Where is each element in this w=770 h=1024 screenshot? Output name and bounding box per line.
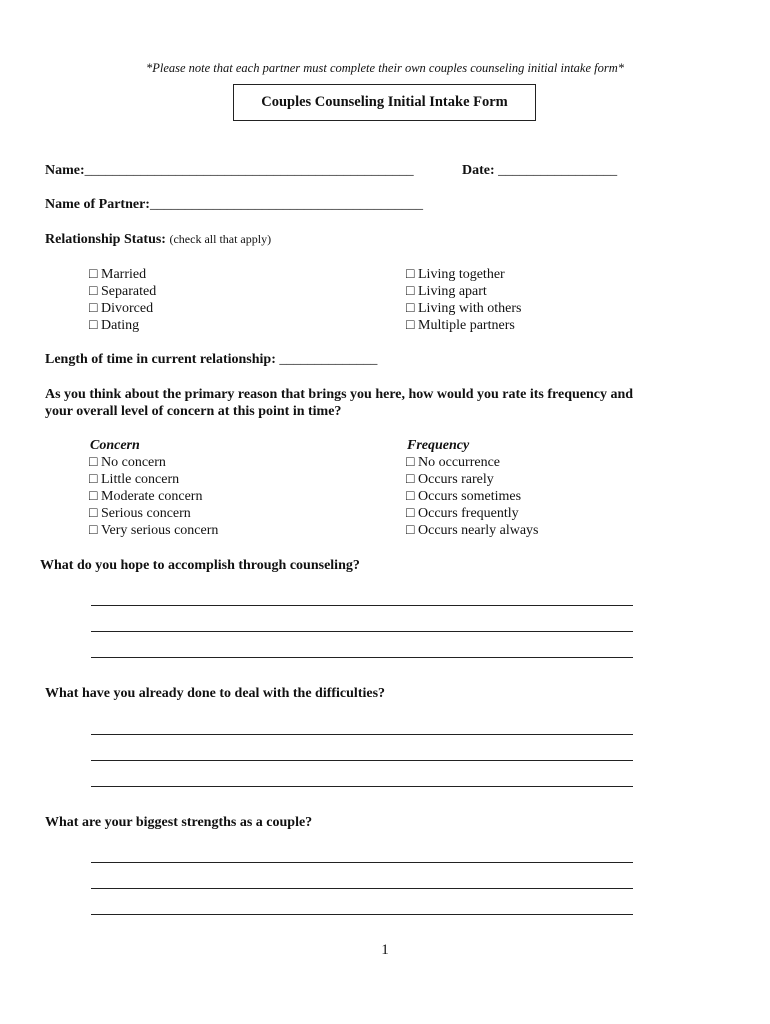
concern-option[interactable]: □ Serious concern	[89, 506, 191, 521]
partner-field[interactable]	[45, 197, 423, 213]
frequency-column	[406, 437, 539, 539]
checkbox-icon[interactable]: □	[406, 506, 415, 521]
answer-line[interactable]	[91, 760, 633, 761]
checkbox-icon[interactable]: □	[89, 472, 98, 487]
status-option[interactable]: □ Dating	[89, 318, 140, 333]
date-field[interactable]	[462, 163, 617, 179]
name-field[interactable]	[45, 163, 414, 179]
checkbox-icon[interactable]: □	[406, 455, 415, 470]
name-line[interactable]: _______________________________________________	[84, 163, 414, 178]
answer-line[interactable]	[91, 786, 633, 787]
frequency-heading: Frequency	[407, 438, 470, 453]
checkbox-icon[interactable]: □	[89, 318, 98, 333]
checkbox-icon[interactable]: □	[89, 455, 98, 470]
form-title-box	[233, 84, 536, 121]
frequency-option[interactable]: □ Occurs sometimes	[406, 489, 522, 504]
status-option[interactable]: □ Living apart	[406, 284, 487, 299]
length-line[interactable]: ______________	[279, 352, 378, 367]
relationship-status-heading	[45, 232, 271, 248]
form-title: Couples Counseling Initial Intake Form	[261, 94, 508, 110]
instruction-note: *Please note that each partner must complete their own couples counseling initial intake form*	[145, 61, 625, 75]
checkbox-icon[interactable]: □	[89, 506, 98, 521]
checkbox-icon[interactable]: □	[89, 301, 98, 316]
status-option[interactable]: □ Married	[89, 267, 147, 282]
answer-line[interactable]	[91, 657, 633, 658]
date-label: Date:	[462, 163, 495, 178]
frequency-option[interactable]: □ No occurrence	[406, 455, 501, 470]
status-option[interactable]: □ Living with others	[406, 301, 522, 316]
checkbox-icon[interactable]: □	[89, 489, 98, 504]
question-prior-efforts: What have you already done to deal with the difficulties?	[45, 686, 386, 701]
partner-label: Name of Partner:	[45, 197, 150, 212]
concern-option[interactable]: □ Little concern	[89, 472, 180, 487]
date-line[interactable]: _________________	[498, 163, 618, 178]
answer-line[interactable]	[91, 888, 633, 889]
checkbox-icon[interactable]: □	[406, 301, 415, 316]
concern-option[interactable]: □ Very serious concern	[89, 523, 219, 538]
status-option[interactable]: □ Divorced	[89, 301, 154, 316]
question-strengths: What are your biggest strengths as a couple?	[45, 815, 313, 830]
checkbox-icon[interactable]: □	[406, 472, 415, 487]
checkbox-icon[interactable]: □	[89, 523, 98, 538]
checkbox-icon[interactable]: □	[406, 318, 415, 333]
length-label: Length of time in current relationship:	[45, 352, 276, 367]
concern-column	[89, 437, 218, 539]
status-label: Relationship Status:	[45, 232, 166, 247]
concern-option[interactable]: □ Moderate concern	[89, 489, 203, 504]
answer-line[interactable]	[91, 862, 633, 863]
checkbox-icon[interactable]: □	[406, 489, 415, 504]
page-number: 1	[381, 942, 389, 958]
question-goals: What do you hope to accomplish through counseling?	[40, 558, 360, 573]
checkbox-icon[interactable]: □	[89, 284, 98, 299]
concern-option[interactable]: □ No concern	[89, 455, 166, 470]
concern-heading: Concern	[90, 438, 140, 453]
status-option[interactable]: □ Living together	[406, 267, 505, 282]
answer-line[interactable]	[91, 631, 633, 632]
status-option[interactable]: □ Separated	[89, 284, 157, 299]
name-label: Name:	[45, 163, 85, 178]
frequency-option[interactable]: □ Occurs rarely	[406, 472, 494, 487]
status-hint: (check all that apply)	[169, 232, 272, 246]
checkbox-icon[interactable]: □	[406, 523, 415, 538]
answer-line[interactable]	[91, 734, 633, 735]
status-option[interactable]: □ Multiple partners	[406, 318, 515, 333]
checkbox-icon[interactable]: □	[406, 267, 415, 282]
frequency-option[interactable]: □ Occurs frequently	[406, 506, 519, 521]
relationship-length-field[interactable]	[45, 352, 377, 368]
checkbox-icon[interactable]: □	[89, 267, 98, 282]
partner-line[interactable]: _______________________________________	[149, 197, 423, 212]
checkbox-icon[interactable]: □	[406, 284, 415, 299]
frequency-option[interactable]: □ Occurs nearly always	[406, 523, 539, 538]
answer-line[interactable]	[91, 605, 633, 606]
answer-line[interactable]	[91, 914, 633, 915]
status-options-left	[89, 266, 156, 334]
status-options-right	[406, 266, 521, 334]
rating-question: As you think about the primary reason that brings you here, how would you rate its frequency and your overall level of concern at this point in time?	[45, 387, 634, 419]
